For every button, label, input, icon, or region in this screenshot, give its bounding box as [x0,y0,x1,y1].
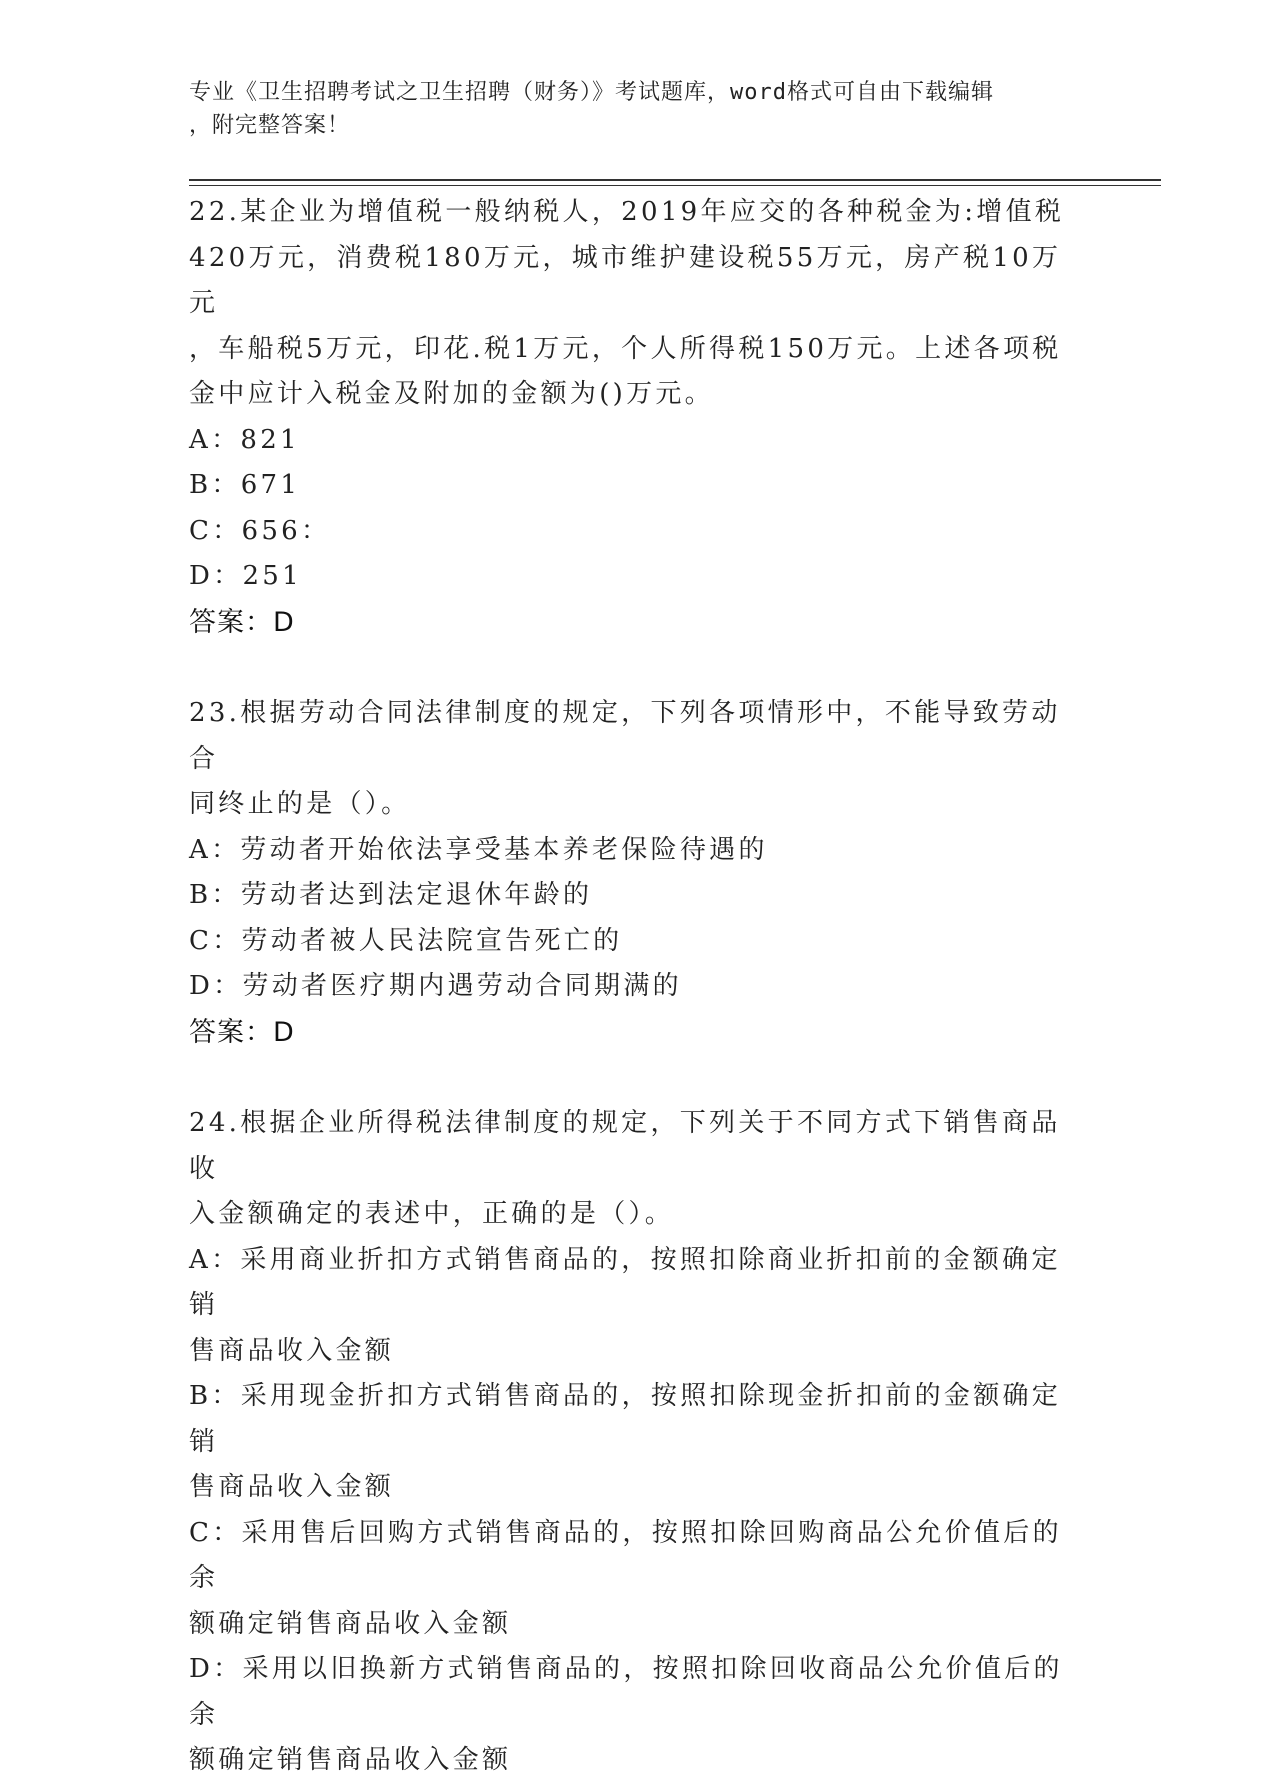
header-divider-thick [189,179,1161,181]
option-a-continued: 售商品收入金额 [189,1335,395,1366]
question-stem-line: 金中应计入税金及附加的金额为()万元。 [189,379,714,409]
question-stem-line: ，车船税5万元，印花.税1万元，个人所得税150万元。上述各项税 [189,333,1062,364]
question-stem-line: 同终止的是（）。 [189,789,411,819]
option-a: A：821 [189,424,300,455]
option-a: A：劳动者开始依法享受基本养老保险待遇的 [189,834,768,865]
header-divider-thin [189,185,1161,186]
question-spacer [189,645,1089,691]
option-d: D：劳动者医疗期内遇劳动合同期满的 [189,971,682,1001]
question-stem-line: 23.根据劳动合同法律制度的规定，下列各项情形中，不能导致劳动合 [189,698,1061,774]
document-header [189,76,1089,142]
question-list [189,190,1089,1784]
option-b: B：劳动者达到法定退休年龄的 [189,880,593,910]
question-stem-line: 24.根据企业所得税法律制度的规定，下列关于不同方式下销售商品收 [189,1108,1061,1184]
question-23 [189,691,1089,1055]
option-d: D：采用以旧换新方式销售商品的，按照扣除回收商品公允价值后的余 [189,1654,1063,1730]
question-24 [189,1101,1089,1784]
question-stem-line: 入金额确定的表述中，正确的是（）。 [189,1199,675,1229]
option-a: A：采用商业折扣方式销售商品的，按照扣除商业折扣前的金额确定销 [189,1244,1061,1320]
option-d-continued: 额确定销售商品收入金额 [189,1745,512,1775]
option-d: D：251 [189,561,302,591]
question-spacer [189,1055,1089,1101]
option-c: C：656： [189,515,331,546]
answer-line: 答案：D [189,1016,295,1048]
question-stem-line: 420万元，消费税180万元，城市维护建设税55万元，房产税10万元 [189,242,1062,318]
header-line-2: ，附完整答案！ [189,113,351,138]
option-c: C：劳动者被人民法院宣告死亡的 [189,925,623,956]
answer-line: 答案：D [189,606,295,638]
header-line-1: 专业《卫生招聘考试之卫生招聘（财务）》考试题库，word格式可自由下载编辑 [189,80,994,105]
option-b: B：采用现金折扣方式销售商品的，按照扣除现金折扣前的金额确定销 [189,1381,1062,1457]
option-b: B：671 [189,470,301,500]
question-22 [189,190,1089,645]
question-stem-line: 22.某企业为增值税一般纳税人，2019年应交的各种税金为:增值税 [189,197,1065,227]
option-b-continued: 售商品收入金额 [189,1472,395,1502]
option-c-continued: 额确定销售商品收入金额 [189,1608,512,1639]
option-c: C：采用售后回购方式销售商品的，按照扣除回购商品公允价值后的余 [189,1517,1062,1593]
